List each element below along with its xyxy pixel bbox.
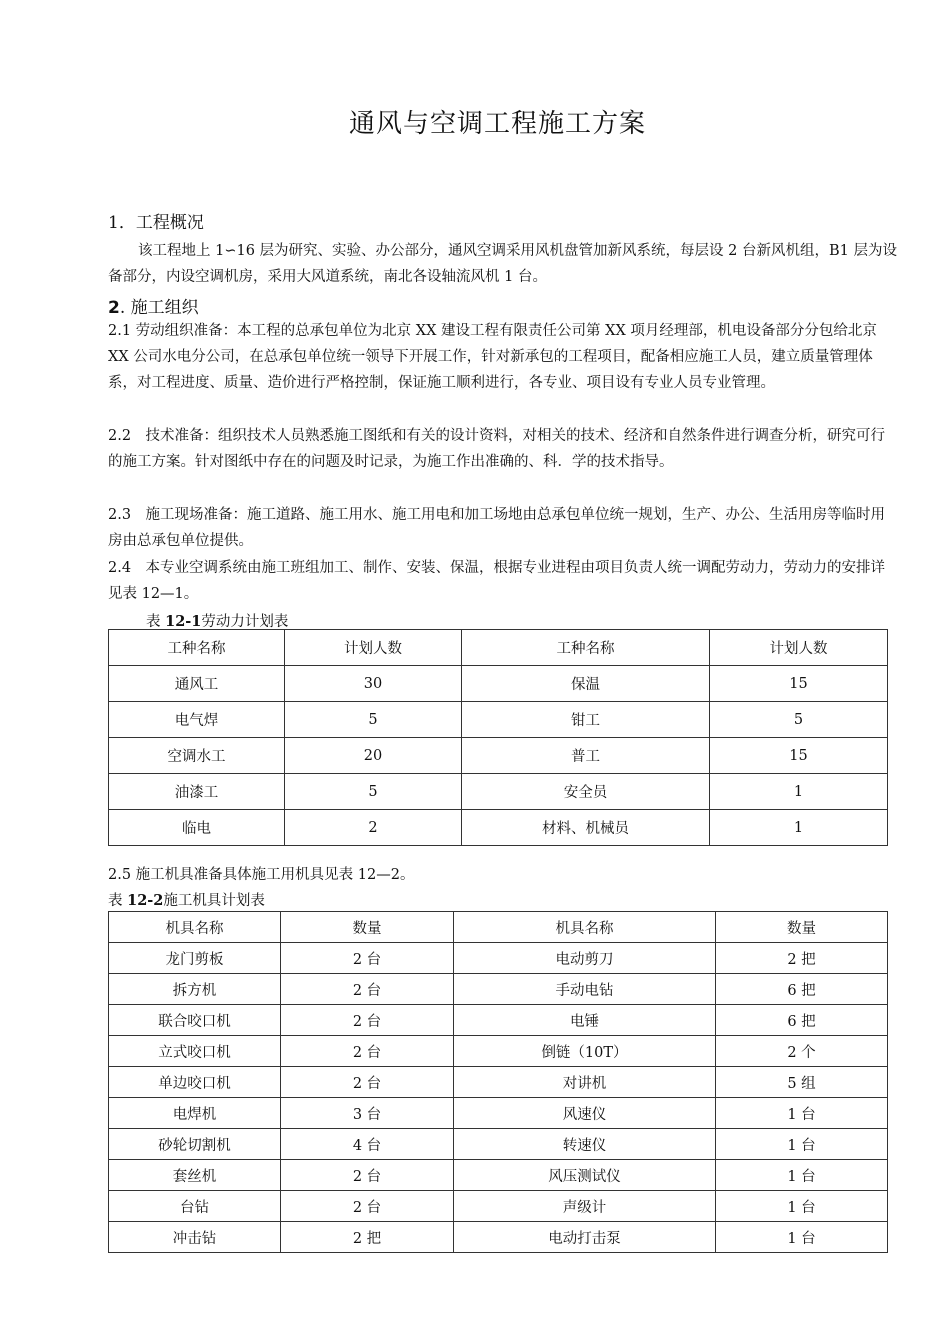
table-row	[109, 1067, 888, 1098]
table-row	[109, 1191, 888, 1222]
table-cell: 2 个	[716, 1036, 888, 1067]
table-cell: 转速仪	[454, 1129, 716, 1160]
paragraph-2-5: 2.5 施工机具准备具体施工用机具见表 12—2。	[108, 867, 415, 883]
table-row	[109, 943, 888, 974]
table-row	[109, 1036, 888, 1067]
table-cell: 风速仪	[454, 1098, 716, 1129]
table-cell: 6 把	[716, 1005, 888, 1036]
section-1-heading: 1．工程概况	[108, 213, 204, 233]
table-cell: 30	[285, 666, 462, 702]
table-cell: 通风工	[109, 666, 285, 702]
section-2-heading	[108, 293, 199, 318]
table-cell: 保温	[462, 666, 710, 702]
header-cell: 计划人数	[710, 630, 888, 666]
table-header-row	[109, 630, 888, 666]
table-1-caption-text: 劳动力计划表	[201, 614, 289, 630]
table-cell: 砂轮切割机	[109, 1129, 281, 1160]
table-cell: 单边咬口机	[109, 1067, 281, 1098]
table-cell: 台钻	[109, 1191, 281, 1222]
table-cell: 5 组	[716, 1067, 888, 1098]
paragraph-2-1: 2.1 劳动组织准备：本工程的总承包单位为北京 XX 建设工程有限责任公司第 XX 项月经理部，机电设备部分分包给北京 XX 公司水电分公司，在总承包单位统一领导下开展工作，针对新承包的工程项目，配备相应施工人员，建立质量管理体系，对工程进度、质量、造价进行严格控制，保证施工顺利进行，各专业、项目设有专业人员专业管理。	[108, 323, 877, 391]
table-row	[109, 1160, 888, 1191]
table-cell: 2 台	[281, 1005, 454, 1036]
table-cell: 普工	[462, 738, 710, 774]
table-cell: 声级计	[454, 1191, 716, 1222]
paragraph-2-4: 2.4 本专业空调系统由施工班组加工、制作、安装、保温，根据专业进程由项目负责人统一调配劳动力，劳动力的安排详见表 12—1。	[108, 560, 886, 602]
header-cell: 工种名称	[462, 630, 710, 666]
table-cell: 1 台	[716, 1222, 888, 1253]
table-row	[109, 974, 888, 1005]
document-title: 通风与空调工程施工方案	[348, 109, 646, 139]
header-cell: 计划人数	[285, 630, 462, 666]
table-header-row	[109, 912, 888, 943]
table-cell: 15	[710, 666, 888, 702]
table-cell: 电锤	[454, 1005, 716, 1036]
table-1-caption-number: 12-1	[165, 613, 202, 630]
table-cell: 15	[710, 738, 888, 774]
table-cell: 1 台	[716, 1191, 888, 1222]
table-cell: 2 台	[281, 974, 454, 1005]
table-cell: 联合咬口机	[109, 1005, 281, 1036]
header-cell: 工种名称	[109, 630, 285, 666]
table-cell: 对讲机	[454, 1067, 716, 1098]
table-cell: 电动打击泵	[454, 1222, 716, 1253]
table-cell: 1 台	[716, 1098, 888, 1129]
table-1-caption-prefix: 表	[146, 614, 166, 630]
table-row	[109, 1005, 888, 1036]
table-cell: 6 把	[716, 974, 888, 1005]
section-2-title: . 施工组织	[119, 298, 199, 318]
table-row	[109, 738, 888, 774]
table-2-caption-text: 施工机具计划表	[163, 893, 265, 909]
table-cell: 1	[710, 774, 888, 810]
table-cell: 5	[285, 774, 462, 810]
table-1-caption	[146, 610, 288, 631]
table-cell: 电气焊	[109, 702, 285, 738]
table-cell: 手动电钻	[454, 974, 716, 1005]
table-cell: 2 台	[281, 1191, 454, 1222]
table-cell: 材料、机械员	[462, 810, 710, 846]
table-cell: 2 台	[281, 1160, 454, 1191]
table-cell: 倒链（10T）	[454, 1036, 716, 1067]
table-row	[109, 774, 888, 810]
table-cell: 1 台	[716, 1129, 888, 1160]
table-cell: 2 台	[281, 943, 454, 974]
table-cell: 1 台	[716, 1160, 888, 1191]
table-cell: 空调水工	[109, 738, 285, 774]
table-cell: 拆方机	[109, 974, 281, 1005]
labor-plan-table	[108, 629, 888, 846]
table-cell: 电动剪刀	[454, 943, 716, 974]
header-cell: 数量	[716, 912, 888, 943]
table-cell: 套丝机	[109, 1160, 281, 1191]
section-2-number: 2	[108, 298, 120, 318]
table-cell: 2 台	[281, 1067, 454, 1098]
table-row	[109, 810, 888, 846]
table-cell: 2 把	[716, 943, 888, 974]
table-cell: 电焊机	[109, 1098, 281, 1129]
paragraph-2-3: 2.3 施工现场准备：施工道路、施工用水、施工用电和加工场地由总承包单位统一规划，生产、办公、生活用房等临时用房由总承包单位提供。	[108, 507, 886, 549]
table-cell: 2 把	[281, 1222, 454, 1253]
table-2-caption-number: 12-2	[127, 892, 164, 909]
equipment-plan-table	[108, 911, 888, 1253]
table-cell: 2 台	[281, 1036, 454, 1067]
table-row	[109, 702, 888, 738]
table-cell: 龙门剪板	[109, 943, 281, 974]
table-cell: 冲击钻	[109, 1222, 281, 1253]
table-cell: 临电	[109, 810, 285, 846]
table-row	[109, 1129, 888, 1160]
table-cell: 3 台	[281, 1098, 454, 1129]
header-cell: 机具名称	[109, 912, 281, 943]
header-cell: 数量	[281, 912, 454, 943]
table-cell: 钳工	[462, 702, 710, 738]
table-cell: 立式咬口机	[109, 1036, 281, 1067]
table-2-caption	[108, 889, 265, 910]
paragraph-2-2: 2.2 技术准备：组织技术人员熟悉施工图纸和有关的设计资料，对相关的技术、经济和自然条件进行调查分析，研究可行的施工方案。针对图纸中存在的问题及时记录，为施工作出准确的、科．学的技术指导。	[108, 428, 886, 470]
table-cell: 1	[710, 810, 888, 846]
table-2-caption-prefix: 表	[108, 893, 128, 909]
table-cell: 5	[285, 702, 462, 738]
table-cell: 20	[285, 738, 462, 774]
table-cell: 油漆工	[109, 774, 285, 810]
table-row	[109, 1222, 888, 1253]
section-1-paragraph: 该工程地上 1∽16 层为研究、实验、办公部分，通风空调采用风机盘管加新风系统，每层设 2 台新风机组，B1 层为设备部分，内设空调机房，采用大风道系统，南北各设轴流风机 1 台。	[108, 243, 897, 285]
table-cell: 风压测试仪	[454, 1160, 716, 1191]
table-cell: 4 台	[281, 1129, 454, 1160]
header-cell: 机具名称	[454, 912, 716, 943]
table-row	[109, 1098, 888, 1129]
table-row	[109, 666, 888, 702]
table-cell: 5	[710, 702, 888, 738]
table-cell: 2	[285, 810, 462, 846]
table-cell: 安全员	[462, 774, 710, 810]
